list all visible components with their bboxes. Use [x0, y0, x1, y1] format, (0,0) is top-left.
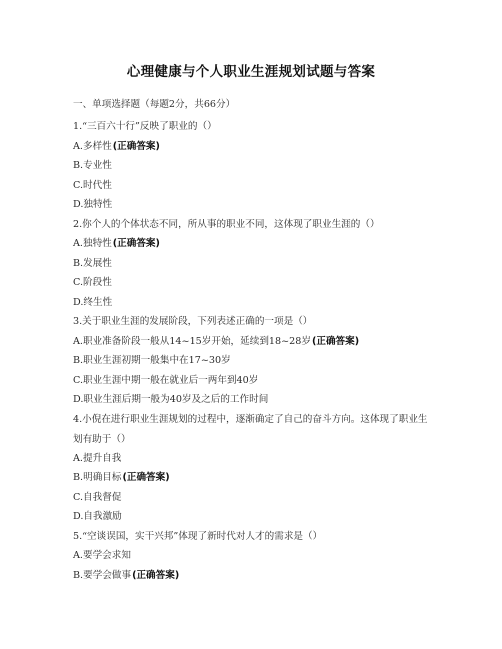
- option-1c: C.时代性: [73, 180, 112, 191]
- option-text: A.职业准备阶段一般从14~15岁开始，延续到18~28岁: [73, 336, 311, 347]
- question-5: 5.“空谈误国，实干兴邦”体现了新时代对人才的需求是（）: [73, 531, 323, 542]
- option-text: B.要学会做事: [73, 570, 132, 581]
- option-2a: [73, 238, 160, 250]
- option-4b: [73, 472, 170, 484]
- correct-answer-mark: (正确答案): [112, 238, 160, 249]
- option-3b: B.职业生涯初期一般集中在17~30岁: [73, 355, 231, 366]
- option-4a: A.提升自我: [73, 453, 122, 464]
- option-1a: [73, 141, 160, 153]
- document-title: 心理健康与个人职业生涯规划试题与答案: [126, 64, 376, 80]
- option-4c: C.自我督促: [73, 492, 122, 503]
- option-2c: C.阶段性: [73, 277, 112, 288]
- option-3c: C.职业生涯中期一般在就业后一两年到40岁: [73, 375, 259, 386]
- question-2: 2.你个人的个体状态不同，所从事的职业不同，这体现了职业生涯的（）: [73, 219, 380, 230]
- correct-answer-mark: (正确答案): [112, 141, 160, 152]
- option-2d: D.终生性: [73, 297, 113, 308]
- correct-answer-mark: (正确答案): [311, 336, 360, 347]
- option-3a: [73, 336, 359, 348]
- question-1: 1.“三百六十行”反映了职业的（）: [73, 121, 217, 132]
- question-4: 4.小倪在进行职业生涯规划的过程中，逐渐确定了自己的奋斗方向。这体现了职业生划有助于（）: [73, 414, 428, 445]
- option-1b: B.专业性: [73, 160, 112, 171]
- option-text: B.明确目标: [73, 472, 122, 483]
- correct-answer-mark: (正确答案): [132, 570, 180, 581]
- option-4d: D.自我激励: [73, 511, 122, 522]
- option-text: A.多样性: [73, 141, 112, 152]
- correct-answer-mark: (正确答案): [122, 472, 170, 483]
- option-3d: D.职业生涯后期一般为40岁及之后的工作时间: [73, 394, 269, 405]
- question-3: 3.关于职业生涯的发展阶段，下列表述正确的一项是（）: [73, 316, 313, 327]
- section-heading: 一、单项选择题（每题2分，共66分）: [73, 99, 236, 110]
- option-1d: D.独特性: [73, 199, 113, 210]
- option-text: A.独特性: [73, 238, 112, 249]
- option-5b: [73, 570, 179, 582]
- option-5a: A.要学会求知: [73, 550, 131, 561]
- option-2b: B.发展性: [73, 258, 112, 269]
